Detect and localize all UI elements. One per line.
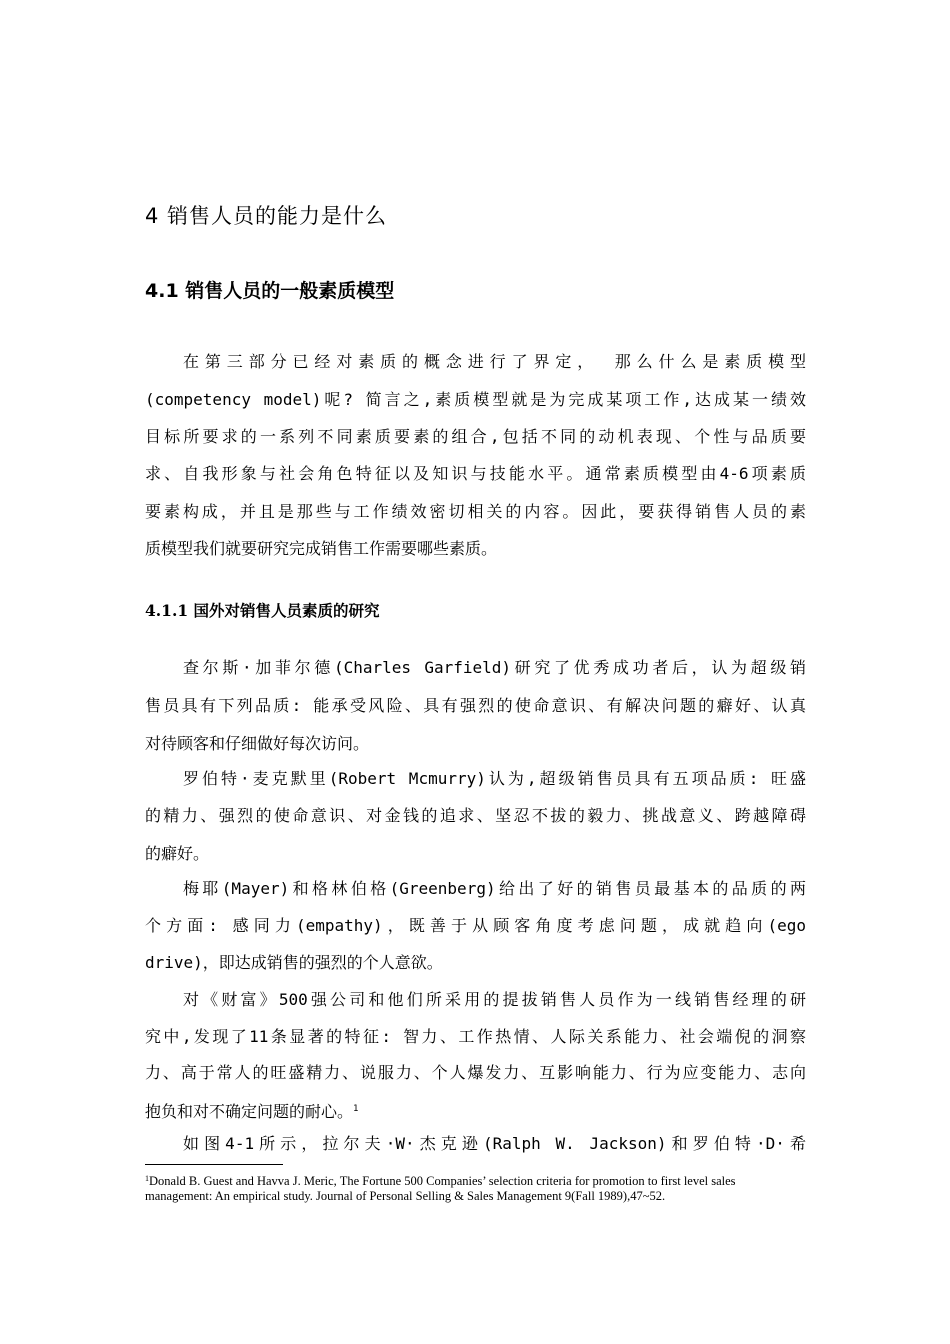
footnote-reference[interactable]: 1	[353, 1104, 359, 1114]
paragraph-line: 的癖好。	[145, 844, 210, 863]
footnote-separator	[145, 1164, 283, 1165]
paragraph-text: 抱负和对不确定问题的耐心。	[145, 1102, 354, 1121]
chapter-heading: 4 销售人员的能力是什么	[145, 204, 388, 228]
paragraph-line: 对《财富》500强公司和他们所采用的提拔销售人员作为一线销售经理的研	[183, 990, 806, 1009]
paragraph-line: 究中,发现了11条显著的特征: 智力、工作热情、人际关系能力、社会端倪的洞察	[145, 1027, 806, 1046]
paragraph-line: 目标所要求的一系列不同素质要素的组合,包括不同的动机表现、个性与品质要	[145, 427, 806, 446]
paragraph-line: 质模型我们就要研究完成销售工作需要哪些素质。	[145, 539, 498, 558]
paragraph-line: 罗伯特·麦克默里(Robert Mcmurry)认为,超级销售员具有五项品质: 旺盛	[183, 769, 806, 788]
footnote-text: Donald B. Guest and Havva J. Meric, The Fortune 500 Companies’ selection criteria for promotion to first level sales management: An empirical study. Journal of Personal Selling & Sales Management 9(Fall 1989),47~52.	[145, 1174, 736, 1203]
paragraph-line: 力、高于常人的旺盛精力、说服力、个人爆发力、互影响能力、行为应变能力、志向	[145, 1063, 806, 1082]
paragraph-line: drive)，即达成销售的强烈的个人意欲。	[145, 953, 443, 972]
paragraph-line: 要素构成，并且是那些与工作绩效密切相关的内容。因此，要获得销售人员的素	[145, 502, 806, 521]
paragraph-line: 如图4-1所示，拉尔夫·W·杰克逊(Ralph W. Jackson)和罗伯特·D·希	[183, 1134, 806, 1153]
paragraph-line: 个方面: 感同力(empathy)，既善于从顾客角度考虑问题，成就趋向(ego	[145, 916, 806, 935]
section-heading: 4.1 销售人员的一般素质模型	[145, 280, 395, 302]
paragraph-line: 售员具有下列品质: 能承受风险、具有强烈的使命意识、有解决问题的癖好、认真	[145, 696, 806, 715]
paragraph-line: 查尔斯·加菲尔德(Charles Garfield)研究了优秀成功者后，认为超级销	[183, 658, 806, 677]
paragraph-line: 求、自我形象与社会角色特征以及知识与技能水平。通常素质模型由4-6项素质	[145, 464, 806, 483]
paragraph-line: 梅耶(Mayer)和格林伯格(Greenberg)给出了好的销售员最基本的品质的两	[183, 879, 806, 898]
footnote-marker: 1	[145, 1174, 149, 1183]
subsection-heading: 4.1.1 国外对销售人员素质的研究	[145, 601, 380, 620]
footnote	[145, 1171, 805, 1204]
paragraph-line	[145, 1097, 806, 1121]
paragraph-line: 的精力、强烈的使命意识、对金钱的追求、坚忍不拔的毅力、挑战意义、跨越障碍	[145, 806, 806, 825]
paragraph-line: 对待顾客和仔细做好每次访问。	[145, 734, 370, 753]
paragraph-line: (competency model)呢? 简言之,素质模型就是为完成某项工作,达成某一绩效	[145, 390, 806, 409]
paragraph-line: 在第三部分已经对素质的概念进行了界定， 那么什么是素质模型	[183, 352, 806, 371]
